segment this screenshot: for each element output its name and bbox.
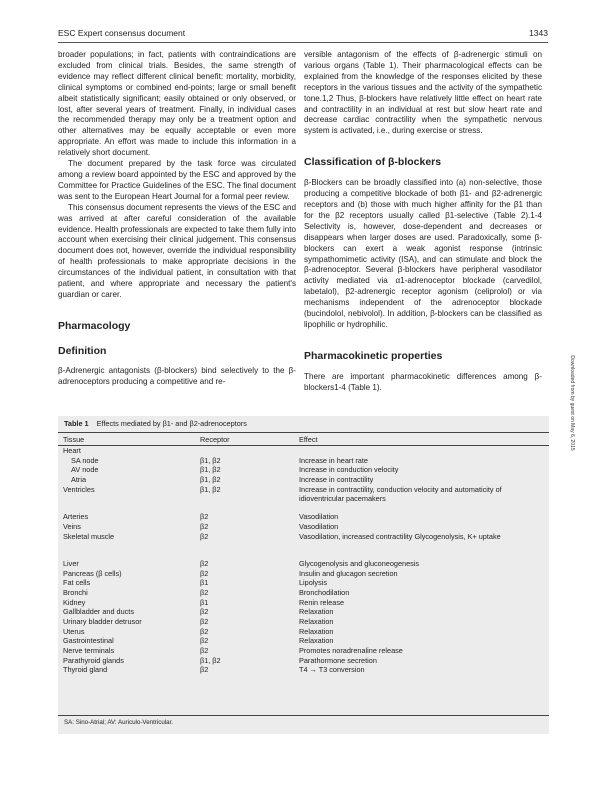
table-row (58, 607, 549, 617)
page-number: 1343 (529, 28, 548, 38)
table-caption (64, 419, 247, 428)
cell-effect: Vasodilation, increased contractility Glycogenolysis, K+ uptake (299, 531, 501, 541)
cell-receptor: β1, β2 (200, 475, 221, 485)
table-row (58, 465, 549, 475)
cell-receptor: β2 (200, 558, 209, 568)
cell-tissue: Gastrointestinal (63, 636, 114, 646)
table-header (58, 432, 549, 446)
table-row (58, 665, 549, 675)
cell-tissue: Thyroid gland (63, 665, 108, 675)
table-row-spacer (58, 551, 549, 559)
cell-receptor: β1 (200, 597, 209, 607)
paragraph: versible antagonism of the effects of β-adrenergic stimuli on various organs (Table 1). Their pharmacological effects can be explained from the knowledge of the responses elicited by these receptors in the various tissues and the activity of the sympathetic tone.1,2 Thus, β-blockers have relatively little effect on heart rate and contractility in an individual at rest but slow heart rate and decrease cardiac contractility when the sympathetic nervous system is activated, i.e., during exercise or stress. (304, 50, 542, 136)
cell-tissue: Bronchi (63, 587, 88, 597)
download-watermark-text: Downloaded from by guest on May 6, 2015 (569, 355, 575, 451)
table-row (58, 578, 549, 588)
cell-effect: Relaxation (299, 636, 334, 646)
table-row-spacer (58, 504, 549, 512)
section-heading-classification: Classification of β-blockers (304, 156, 442, 169)
table-row (58, 656, 549, 666)
cell-effect: Renin release (299, 597, 345, 607)
cell-effect: Increase in conduction velocity (299, 465, 399, 475)
cell-effect: Glycogenolysis and gluconeogenesis (299, 558, 420, 568)
cell-receptor: β2 (200, 636, 209, 646)
table-row (58, 598, 549, 608)
cell-receptor: β1 (200, 578, 209, 588)
cell-tissue: Arteries (63, 512, 89, 522)
table-label: Table 1 (64, 419, 89, 428)
section-heading-pharmacokinetic: Pharmacokinetic properties (304, 349, 443, 362)
cell-effect: Increase in heart rate (299, 455, 368, 465)
paragraph: The document prepared by the task force was circulated among a review board appointed by the ESC and approved by the Committee for Practice Guidelines of the ESC. The final document was sent to the European Heart Journal for a formal peer review. (58, 159, 296, 201)
paragraph: broader populations; in fact, patients with contraindications are excluded from clinical trials. Besides, the same strength of evidence may reflect different clinical benefit: mortality, morbidity, clinical symptoms or combined end-points; large or small benefit albeit statistically significant; easily obtained or only observed, or lost, after several years of treatment. Finally, in individual cases the recommended therapy may only be a treatment option and other alternatives may be equally acceptable or even more appropriate. An effort was made to include this information in a relatively short document. (58, 50, 296, 158)
table-row (58, 512, 549, 522)
cell-receptor: β1, β2 (200, 484, 221, 494)
cell-tissue: Gallbladder and ducts (63, 607, 134, 617)
table-bottom-rule (58, 715, 549, 716)
running-header (58, 28, 548, 43)
cell-tissue: Parathyroid glands (63, 655, 124, 665)
table-row (58, 475, 549, 485)
cell-receptor: β2 (200, 521, 209, 531)
section-heading-pharmacology: Pharmacology (58, 319, 131, 332)
journal-section-title: ESC Expert consensus document (58, 28, 186, 38)
paragraph: β-Blockers can be broadly classified into (a) non-selective, those producing a competitive blockade of both β1- and β2-adrenergic receptors and (b) those with much higher affinity for the β1 than for the β2 receptors usually called β1-selective (Table 2).1-4 Selectivity is, however, dose-dependent and decreases or disappears when larger doses are used. Paradoxically, some β-blockers can exert a weak agonist response (intrinsic sympathomimetic activity (ISA), and can stimulate and block the β-adrenoceptor. Several β-blockers have peripheral vasodilator activity mediated via α1-adrenoceptor blockade (carvedilol, labetalol), β2-adrenergic receptor agonism (celiprolol) or via mechanisms independent of the adrenoceptor blockade (bucindolol, nebivolol). In addition, β-blockers can be classified as lipophilic or hydrophilic. (304, 178, 542, 329)
cell-tissue: Skeletal muscle (63, 531, 115, 541)
table-row (58, 456, 549, 466)
cell-receptor: β2 (200, 607, 209, 617)
cell-tissue: Ventricles (63, 484, 95, 494)
cell-receptor: β2 (200, 512, 209, 522)
table-row (58, 532, 549, 551)
cell-tissue: AV node (71, 465, 99, 475)
cell-receptor: β2 (200, 587, 209, 597)
cell-effect: Vasodilation (299, 512, 339, 522)
cell-tissue: Urinary bladder detrusor (63, 617, 142, 627)
cell-effect: Relaxation (299, 617, 334, 627)
cell-effect: Relaxation (299, 626, 334, 636)
paragraph: β-Adrenergic antagonists (β-blockers) bind selectively to the β-adrenoceptors producing a competitive and re- (58, 365, 296, 386)
cell-tissue: Liver (63, 558, 79, 568)
cell-effect: T4 → T3 conversion (299, 665, 365, 675)
table-row (58, 559, 549, 569)
table-caption-text: Effects mediated by β1- and β2-adrenoceptors (96, 419, 247, 428)
paragraph: This consensus document represents the views of the ESC and was arrived at after careful consideration of the available evidence. Health professionals are expected to take them fully into account when exercising their clinical judgement. This consensus document does not, however, override the individual responsibility of health professionals to make appropriate decisions in the circumstances of the individual patient, in consultation with that patient, and where appropriate and necessary the patient's guardian or carer. (58, 202, 297, 299)
cell-receptor: β1, β2 (200, 455, 221, 465)
table-row (58, 522, 549, 532)
table-row (58, 569, 549, 579)
cell-effect: Insulin and glucagon secretion (299, 568, 398, 578)
cell-tissue: Atria (71, 475, 87, 485)
cell-receptor: β1, β2 (200, 465, 221, 475)
table-footnote: SA: Sino-Atrial; AV: Auriculo-Ventricular. (64, 719, 174, 726)
column-header-tissue: Tissue (63, 434, 85, 444)
cell-tissue: Pancreas (β cells) (63, 568, 122, 578)
table-row (58, 636, 549, 646)
column-header-effect: Effect (299, 434, 318, 444)
left-column (58, 50, 296, 387)
cell-effect: Vasodilation (299, 521, 339, 531)
cell-tissue: Fat cells (63, 578, 91, 588)
cell-effect: Relaxation (299, 607, 334, 617)
table-row (58, 617, 549, 627)
cell-receptor: β2 (200, 531, 209, 541)
cell-effect: Increase in contractility (299, 475, 374, 485)
cell-receptor: β2 (200, 665, 209, 675)
cell-receptor: β1, β2 (200, 655, 221, 665)
table-row (58, 485, 549, 504)
table-row (58, 646, 549, 656)
cell-receptor: β2 (200, 626, 209, 636)
cell-tissue: Kidney (63, 597, 86, 607)
cell-receptor: β2 (200, 568, 209, 578)
cell-receptor: β2 (200, 617, 209, 627)
cell-effect: Bronchodilation (299, 587, 350, 597)
cell-receptor: β2 (200, 646, 209, 656)
section-heading-definition: Definition (58, 344, 107, 357)
table-row (58, 627, 549, 637)
cell-effect: Parathormone secretion (299, 655, 377, 665)
cell-tissue: Uterus (63, 626, 85, 636)
cell-effect: Lipolysis (299, 578, 327, 588)
table-1 (58, 416, 549, 734)
right-column (304, 50, 542, 394)
download-watermark (567, 300, 577, 500)
cell-tissue: Nerve terminals (63, 646, 115, 656)
cell-tissue: Heart (63, 446, 81, 455)
table-body (58, 446, 549, 675)
table-row (58, 588, 549, 598)
table-row (58, 446, 549, 456)
cell-tissue: SA node (71, 455, 99, 465)
cell-effect: Promotes noradrenaline release (299, 646, 403, 656)
cell-effect: Increase in contractility, conduction velocity and automaticity of idioventricular pacemakers (299, 484, 502, 504)
paragraph: There are important pharmacokinetic differences among β-blockers1-4 (Table 1). (304, 371, 542, 392)
column-header-receptor: Receptor (200, 434, 230, 444)
cell-tissue: Veins (63, 521, 81, 531)
